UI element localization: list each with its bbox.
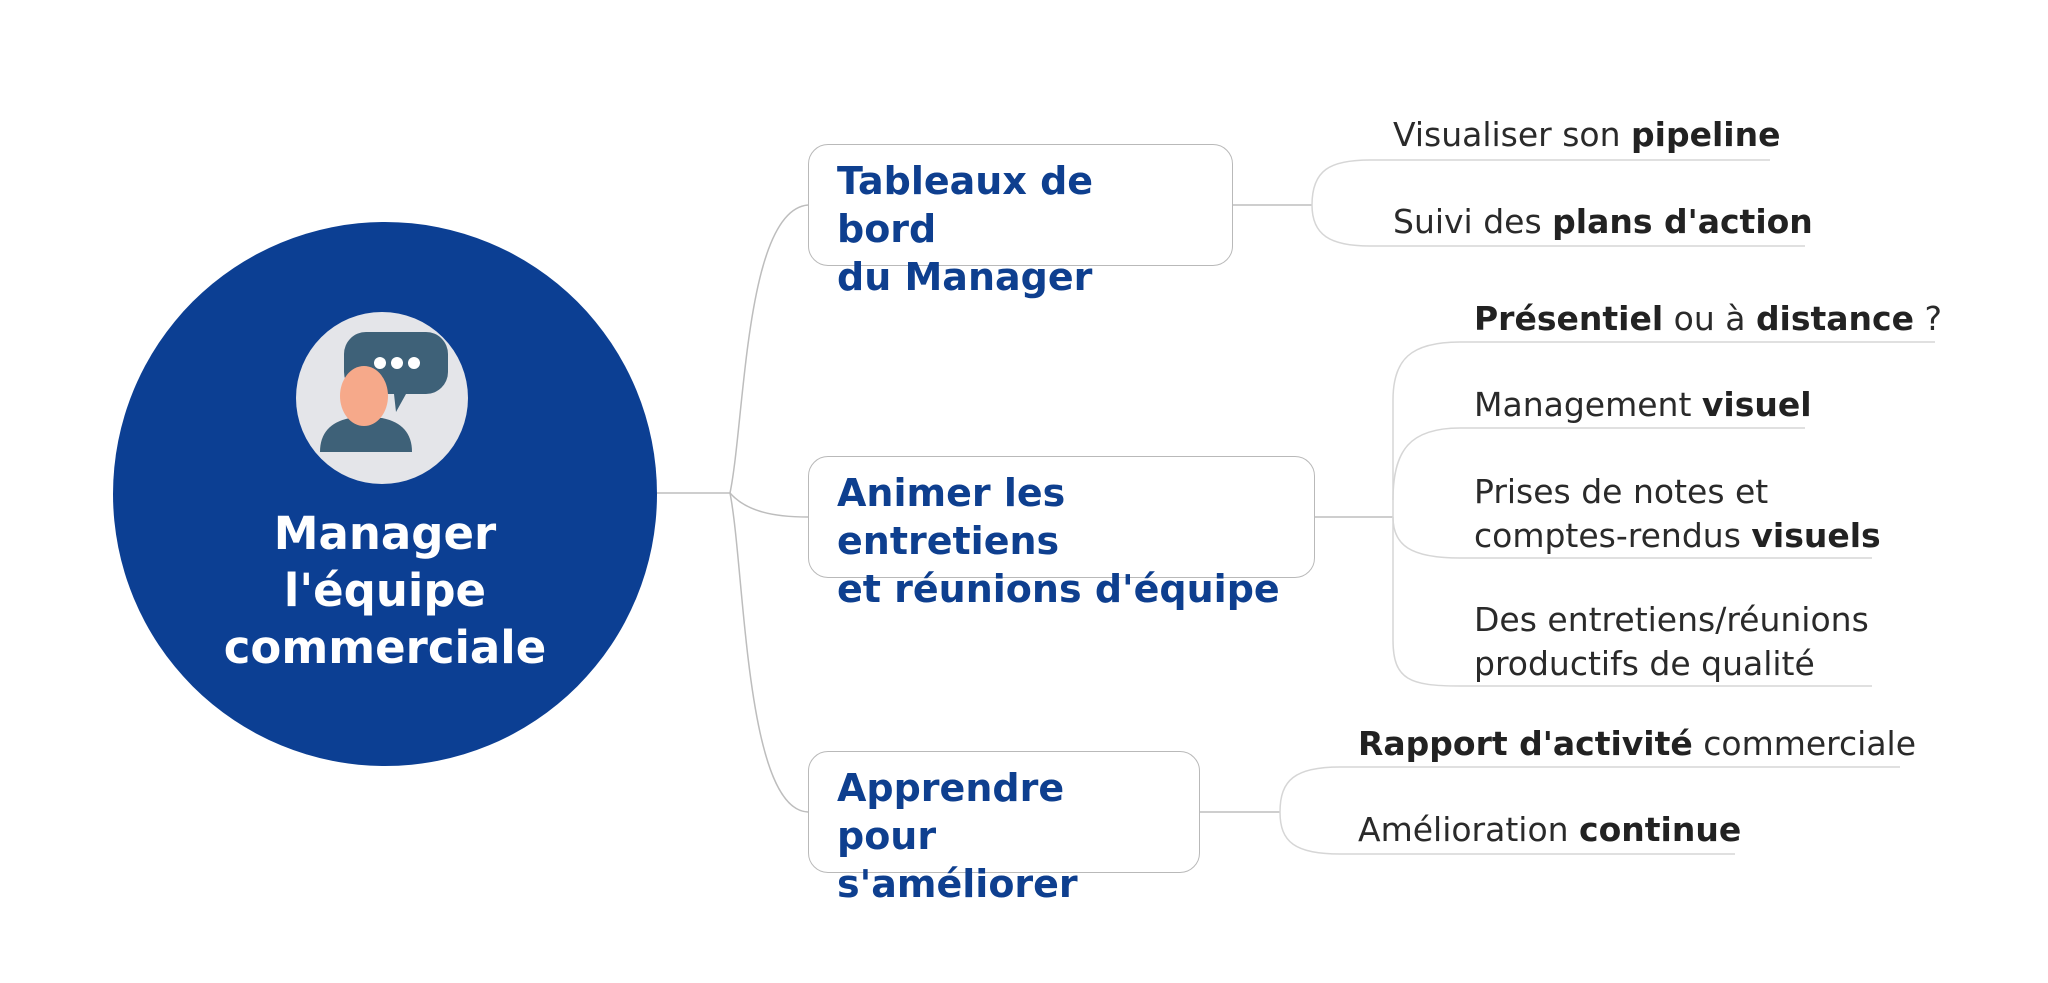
user-chat-icon (296, 312, 468, 484)
branch-node-improve[interactable]: Apprendre pour s'améliorer (808, 751, 1200, 873)
central-topic-node (113, 222, 657, 766)
leaf-text-bold: distance (1755, 299, 1914, 338)
branch-node-meetings[interactable]: Animer les entretiens et réunions d'équipe (808, 456, 1315, 578)
leaf-3-1-underline (1280, 767, 1900, 812)
leaf-amelioration-continue (1358, 808, 1741, 852)
leaf-text: Prises de notes et comptes-rendus (1474, 472, 1769, 555)
leaf-text: ou à (1663, 299, 1756, 338)
central-topic-title: Manager l'équipe commerciale (223, 507, 547, 674)
leaf-text-bold: visuels (1751, 516, 1881, 555)
trunk-curve-branch-1 (730, 205, 808, 493)
leaf-text: Amélioration (1358, 810, 1580, 849)
leaf-text-bold: continue (1579, 810, 1742, 849)
leaf-management-visuel (1474, 383, 1812, 427)
trunk-curve-branch-2 (730, 493, 808, 517)
branch-node-dashboards[interactable]: Tableaux de bord du Manager (808, 144, 1233, 266)
leaf-text: ? (1914, 299, 1943, 338)
leaf-text-bold: Rapport d'activité (1358, 724, 1693, 763)
leaf-text: Des entretiens/réunions productifs de qualité (1474, 600, 1869, 683)
leaf-1-1-underline (1312, 160, 1770, 205)
leaf-rapport-activite (1358, 722, 1916, 766)
leaf-text-bold: pipeline (1631, 115, 1781, 154)
leaf-text-bold: Présentiel (1474, 299, 1664, 338)
trunk-curve-branch-3 (730, 493, 808, 812)
leaf-entretiens-productifs (1474, 598, 1869, 686)
leaf-prises-de-notes (1474, 470, 1881, 558)
leaf-suivi-plans-action (1393, 200, 1813, 244)
leaf-text: Management (1474, 385, 1702, 424)
leaf-text: Suivi des (1393, 202, 1553, 241)
leaf-text-bold: plans d'action (1552, 202, 1813, 241)
leaf-text: commerciale (1692, 724, 1917, 763)
leaf-visualiser-pipeline (1393, 113, 1780, 157)
leaf-presentiel-distance (1474, 297, 1942, 341)
leaf-text: Visualiser son (1393, 115, 1632, 154)
leaf-text-bold: visuel (1701, 385, 1812, 424)
